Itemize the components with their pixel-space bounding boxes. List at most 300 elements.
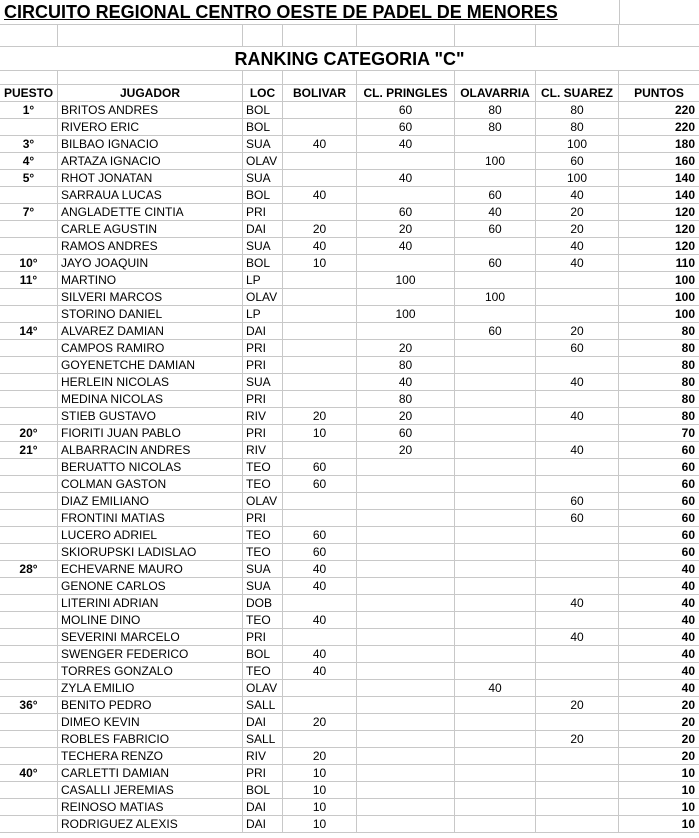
cl-pringles-cell[interactable] — [357, 527, 455, 543]
loc-cell[interactable]: BOL — [243, 255, 283, 271]
puesto-cell[interactable] — [0, 595, 58, 611]
puntos-cell[interactable]: 40 — [681, 579, 695, 593]
jugador-cell[interactable]: FIORITI JUAN PABLO — [58, 425, 243, 441]
jugador-cell[interactable]: MARTINO — [58, 272, 243, 288]
jugador-cell[interactable]: ROBLES FABRICIO — [58, 731, 243, 747]
olavarria-cell[interactable] — [455, 578, 536, 594]
cl-pringles-cell[interactable] — [357, 782, 455, 798]
loc-cell[interactable]: PRI — [243, 425, 283, 441]
olavarria-cell[interactable] — [455, 595, 536, 611]
olavarria-cell[interactable] — [455, 816, 536, 832]
bolivar-cell[interactable]: 60 — [283, 527, 357, 543]
puntos-cell[interactable]: 180 — [674, 137, 695, 151]
puesto-cell[interactable]: 10° — [0, 255, 58, 271]
olavarria-cell[interactable] — [455, 340, 536, 356]
cl-suarez-cell[interactable]: 100 — [536, 170, 619, 186]
loc-cell[interactable]: PRI — [243, 629, 283, 645]
cl-pringles-cell[interactable] — [357, 153, 455, 169]
jugador-cell[interactable]: GOYENETCHE DAMIAN — [58, 357, 243, 373]
cl-pringles-cell[interactable] — [357, 544, 455, 560]
puntos-cell[interactable]: 140 — [674, 171, 695, 185]
jugador-cell[interactable]: CAMPOS RAMIRO — [58, 340, 243, 356]
jugador-cell[interactable]: MOLINE DINO — [58, 612, 243, 628]
puntos-cell[interactable]: 70 — [681, 426, 695, 440]
olavarria-cell[interactable] — [455, 544, 536, 560]
puntos-cell[interactable]: 120 — [674, 205, 695, 219]
header-cl-pringles[interactable]: CL. PRINGLES — [357, 85, 455, 101]
cl-suarez-cell[interactable]: 20 — [536, 221, 619, 237]
bolivar-cell[interactable] — [283, 204, 357, 220]
bolivar-cell[interactable]: 10 — [283, 255, 357, 271]
olavarria-cell[interactable] — [455, 765, 536, 781]
olavarria-cell[interactable] — [455, 629, 536, 645]
cl-pringles-cell[interactable]: 20 — [357, 408, 455, 424]
puesto-cell[interactable] — [0, 238, 58, 254]
bolivar-cell[interactable] — [283, 102, 357, 118]
loc-cell[interactable]: BOL — [243, 119, 283, 135]
olavarria-cell[interactable] — [455, 697, 536, 713]
jugador-cell[interactable]: TORRES GONZALO — [58, 663, 243, 679]
puesto-cell[interactable] — [0, 510, 58, 526]
bolivar-cell[interactable]: 20 — [283, 408, 357, 424]
bolivar-cell[interactable]: 40 — [283, 238, 357, 254]
puesto-cell[interactable] — [0, 748, 58, 764]
puesto-cell[interactable]: 21° — [0, 442, 58, 458]
jugador-cell[interactable]: ALVAREZ DAMIAN — [58, 323, 243, 339]
loc-cell[interactable]: PRI — [243, 391, 283, 407]
jugador-cell[interactable]: BENITO PEDRO — [58, 697, 243, 713]
jugador-cell[interactable]: FRONTINI MATIAS — [58, 510, 243, 526]
puntos-cell[interactable]: 40 — [681, 647, 695, 661]
loc-cell[interactable]: SALL — [243, 697, 283, 713]
olavarria-cell[interactable] — [455, 510, 536, 526]
olavarria-cell[interactable]: 60 — [455, 255, 536, 271]
puntos-cell[interactable]: 100 — [674, 307, 695, 321]
olavarria-cell[interactable]: 100 — [455, 289, 536, 305]
cl-suarez-cell[interactable] — [536, 391, 619, 407]
cl-pringles-cell[interactable] — [357, 476, 455, 492]
cl-suarez-cell[interactable]: 40 — [536, 629, 619, 645]
puesto-cell[interactable]: 1° — [0, 102, 58, 118]
puntos-cell[interactable]: 60 — [681, 460, 695, 474]
loc-cell[interactable]: PRI — [243, 357, 283, 373]
cl-suarez-cell[interactable] — [536, 476, 619, 492]
jugador-cell[interactable]: ALBARRACIN ANDRES — [58, 442, 243, 458]
cl-pringles-cell[interactable] — [357, 748, 455, 764]
puntos-cell[interactable]: 40 — [681, 562, 695, 576]
cl-pringles-cell[interactable]: 80 — [357, 357, 455, 373]
jugador-cell[interactable]: BRITOS ANDRES — [58, 102, 243, 118]
puntos-cell[interactable]: 120 — [674, 239, 695, 253]
puesto-cell[interactable] — [0, 391, 58, 407]
bolivar-cell[interactable]: 60 — [283, 459, 357, 475]
olavarria-cell[interactable] — [455, 408, 536, 424]
jugador-cell[interactable]: BERUATTO NICOLAS — [58, 459, 243, 475]
puntos-cell[interactable]: 80 — [681, 409, 695, 423]
bolivar-cell[interactable]: 20 — [283, 221, 357, 237]
olavarria-cell[interactable] — [455, 782, 536, 798]
puesto-cell[interactable]: 20° — [0, 425, 58, 441]
cl-pringles-cell[interactable] — [357, 187, 455, 203]
jugador-cell[interactable]: RAMOS ANDRES — [58, 238, 243, 254]
bolivar-cell[interactable]: 20 — [283, 748, 357, 764]
loc-cell[interactable]: OLAV — [243, 289, 283, 305]
cl-suarez-cell[interactable] — [536, 272, 619, 288]
cl-pringles-cell[interactable] — [357, 816, 455, 832]
loc-cell[interactable]: BOL — [243, 187, 283, 203]
cl-suarez-cell[interactable]: 60 — [536, 340, 619, 356]
bolivar-cell[interactable] — [283, 680, 357, 696]
cl-suarez-cell[interactable]: 20 — [536, 731, 619, 747]
cl-suarez-cell[interactable] — [536, 799, 619, 815]
cl-pringles-cell[interactable] — [357, 289, 455, 305]
olavarria-cell[interactable]: 100 — [455, 153, 536, 169]
puesto-cell[interactable] — [0, 357, 58, 373]
olavarria-cell[interactable] — [455, 714, 536, 730]
bolivar-cell[interactable] — [283, 357, 357, 373]
cl-pringles-cell[interactable]: 40 — [357, 238, 455, 254]
puesto-cell[interactable] — [0, 663, 58, 679]
jugador-cell[interactable]: SARRAUA LUCAS — [58, 187, 243, 203]
cl-suarez-cell[interactable] — [536, 646, 619, 662]
loc-cell[interactable]: TEO — [243, 459, 283, 475]
cl-pringles-cell[interactable]: 60 — [357, 204, 455, 220]
puntos-cell[interactable]: 100 — [674, 273, 695, 287]
olavarria-cell[interactable] — [455, 493, 536, 509]
puntos-cell[interactable]: 110 — [675, 256, 695, 270]
bolivar-cell[interactable] — [283, 391, 357, 407]
puntos-cell[interactable]: 80 — [681, 324, 695, 338]
puntos-cell[interactable]: 100 — [674, 290, 695, 304]
cl-pringles-cell[interactable]: 20 — [357, 221, 455, 237]
cl-suarez-cell[interactable] — [536, 544, 619, 560]
puesto-cell[interactable] — [0, 459, 58, 475]
olavarria-cell[interactable] — [455, 238, 536, 254]
puesto-cell[interactable] — [0, 629, 58, 645]
cl-suarez-cell[interactable] — [536, 663, 619, 679]
puesto-cell[interactable] — [0, 646, 58, 662]
cl-suarez-cell[interactable] — [536, 782, 619, 798]
cl-suarez-cell[interactable]: 40 — [536, 595, 619, 611]
puesto-cell[interactable] — [0, 289, 58, 305]
puesto-cell[interactable]: 3° — [0, 136, 58, 152]
bolivar-cell[interactable]: 40 — [283, 136, 357, 152]
loc-cell[interactable]: OLAV — [243, 493, 283, 509]
olavarria-cell[interactable] — [455, 459, 536, 475]
loc-cell[interactable]: DAI — [243, 221, 283, 237]
bolivar-cell[interactable]: 10 — [283, 765, 357, 781]
loc-cell[interactable]: TEO — [243, 527, 283, 543]
jugador-cell[interactable]: ZYLA EMILIO — [58, 680, 243, 696]
puesto-cell[interactable] — [0, 408, 58, 424]
puesto-cell[interactable] — [0, 306, 58, 322]
loc-cell[interactable]: BOL — [243, 782, 283, 798]
olavarria-cell[interactable] — [455, 731, 536, 747]
jugador-cell[interactable]: STORINO DANIEL — [58, 306, 243, 322]
puntos-cell[interactable]: 220 — [674, 120, 695, 134]
olavarria-cell[interactable]: 60 — [455, 187, 536, 203]
puesto-cell[interactable]: 40° — [0, 765, 58, 781]
puntos-cell[interactable]: 10 — [681, 766, 695, 780]
bolivar-cell[interactable]: 40 — [283, 646, 357, 662]
olavarria-cell[interactable] — [455, 391, 536, 407]
loc-cell[interactable]: BOL — [243, 102, 283, 118]
jugador-cell[interactable]: DIAZ EMILIANO — [58, 493, 243, 509]
cl-suarez-cell[interactable] — [536, 459, 619, 475]
olavarria-cell[interactable] — [455, 357, 536, 373]
jugador-cell[interactable]: TECHERA RENZO — [58, 748, 243, 764]
cl-suarez-cell[interactable] — [536, 612, 619, 628]
bolivar-cell[interactable] — [283, 170, 357, 186]
puntos-cell[interactable]: 20 — [681, 698, 695, 712]
bolivar-cell[interactable] — [283, 731, 357, 747]
jugador-cell[interactable]: RODRIGUEZ ALEXIS — [58, 816, 243, 832]
cl-pringles-cell[interactable] — [357, 493, 455, 509]
puntos-cell[interactable]: 80 — [681, 341, 695, 355]
loc-cell[interactable]: TEO — [243, 544, 283, 560]
cl-suarez-cell[interactable] — [536, 289, 619, 305]
cl-suarez-cell[interactable]: 80 — [536, 102, 619, 118]
cl-suarez-cell[interactable] — [536, 748, 619, 764]
jugador-cell[interactable]: CARLE AGUSTIN — [58, 221, 243, 237]
cl-pringles-cell[interactable] — [357, 510, 455, 526]
jugador-cell[interactable]: CARLETTI DAMIAN — [58, 765, 243, 781]
puesto-cell[interactable] — [0, 816, 58, 832]
jugador-cell[interactable]: JAYO JOAQUIN — [58, 255, 243, 271]
bolivar-cell[interactable]: 10 — [283, 782, 357, 798]
puntos-cell[interactable]: 80 — [681, 392, 695, 406]
jugador-cell[interactable]: SWENGER FEDERICO — [58, 646, 243, 662]
olavarria-cell[interactable] — [455, 374, 536, 390]
jugador-cell[interactable]: HERLEIN NICOLAS — [58, 374, 243, 390]
cl-suarez-cell[interactable]: 60 — [536, 510, 619, 526]
header-jugador[interactable]: JUGADOR — [58, 85, 243, 101]
jugador-cell[interactable]: MEDINA NICOLAS — [58, 391, 243, 407]
loc-cell[interactable]: TEO — [243, 612, 283, 628]
cl-suarez-cell[interactable]: 60 — [536, 153, 619, 169]
loc-cell[interactable]: SUA — [243, 136, 283, 152]
jugador-cell[interactable]: RIVERO ERIC — [58, 119, 243, 135]
bolivar-cell[interactable] — [283, 629, 357, 645]
bolivar-cell[interactable] — [283, 119, 357, 135]
puesto-cell[interactable]: 36° — [0, 697, 58, 713]
cl-pringles-cell[interactable]: 100 — [357, 272, 455, 288]
puntos-cell[interactable]: 120 — [674, 222, 695, 236]
loc-cell[interactable]: PRI — [243, 765, 283, 781]
bolivar-cell[interactable] — [283, 323, 357, 339]
cl-pringles-cell[interactable]: 20 — [357, 442, 455, 458]
puesto-cell[interactable] — [0, 187, 58, 203]
puntos-cell[interactable]: 140 — [674, 188, 695, 202]
puntos-cell[interactable]: 20 — [681, 749, 695, 763]
header-loc[interactable]: LOC — [243, 85, 283, 101]
loc-cell[interactable]: SUA — [243, 374, 283, 390]
cl-suarez-cell[interactable] — [536, 765, 619, 781]
olavarria-cell[interactable] — [455, 646, 536, 662]
cl-suarez-cell[interactable] — [536, 714, 619, 730]
puntos-cell[interactable]: 20 — [681, 732, 695, 746]
cl-suarez-cell[interactable]: 20 — [536, 323, 619, 339]
cl-suarez-cell[interactable]: 100 — [536, 136, 619, 152]
puntos-cell[interactable]: 40 — [681, 681, 695, 695]
bolivar-cell[interactable]: 40 — [283, 578, 357, 594]
olavarria-cell[interactable] — [455, 136, 536, 152]
puesto-cell[interactable] — [0, 119, 58, 135]
cl-pringles-cell[interactable] — [357, 765, 455, 781]
jugador-cell[interactable]: ECHEVARNE MAURO — [58, 561, 243, 577]
bolivar-cell[interactable] — [283, 595, 357, 611]
cl-pringles-cell[interactable]: 40 — [357, 136, 455, 152]
bolivar-cell[interactable] — [283, 697, 357, 713]
jugador-cell[interactable]: COLMAN GASTON — [58, 476, 243, 492]
puntos-cell[interactable]: 220 — [674, 103, 695, 117]
puesto-cell[interactable] — [0, 476, 58, 492]
jugador-cell[interactable]: SEVERINI MARCELO — [58, 629, 243, 645]
cl-pringles-cell[interactable]: 80 — [357, 391, 455, 407]
bolivar-cell[interactable]: 60 — [283, 544, 357, 560]
cl-suarez-cell[interactable] — [536, 306, 619, 322]
puesto-cell[interactable] — [0, 544, 58, 560]
puntos-cell[interactable]: 40 — [681, 596, 695, 610]
cl-suarez-cell[interactable] — [536, 357, 619, 373]
puesto-cell[interactable] — [0, 527, 58, 543]
puntos-cell[interactable]: 160 — [674, 154, 695, 168]
puesto-cell[interactable]: 14° — [0, 323, 58, 339]
puesto-cell[interactable]: 28° — [0, 561, 58, 577]
puesto-cell[interactable] — [0, 714, 58, 730]
cl-pringles-cell[interactable] — [357, 578, 455, 594]
bolivar-cell[interactable]: 10 — [283, 425, 357, 441]
olavarria-cell[interactable]: 80 — [455, 102, 536, 118]
jugador-cell[interactable]: ARTAZA IGNACIO — [58, 153, 243, 169]
loc-cell[interactable]: TEO — [243, 476, 283, 492]
bolivar-cell[interactable]: 10 — [283, 816, 357, 832]
loc-cell[interactable]: RIV — [243, 408, 283, 424]
olavarria-cell[interactable] — [455, 442, 536, 458]
loc-cell[interactable]: OLAV — [243, 153, 283, 169]
cl-suarez-cell[interactable]: 40 — [536, 187, 619, 203]
olavarria-cell[interactable] — [455, 612, 536, 628]
olavarria-cell[interactable] — [455, 306, 536, 322]
olavarria-cell[interactable]: 40 — [455, 204, 536, 220]
olavarria-cell[interactable] — [455, 561, 536, 577]
cl-pringles-cell[interactable]: 40 — [357, 374, 455, 390]
puntos-cell[interactable]: 60 — [681, 443, 695, 457]
olavarria-cell[interactable]: 60 — [455, 323, 536, 339]
puesto-cell[interactable]: 5° — [0, 170, 58, 186]
loc-cell[interactable]: RIV — [243, 748, 283, 764]
loc-cell[interactable]: LP — [243, 272, 283, 288]
bolivar-cell[interactable] — [283, 340, 357, 356]
olavarria-cell[interactable]: 80 — [455, 119, 536, 135]
cl-suarez-cell[interactable]: 40 — [536, 238, 619, 254]
bolivar-cell[interactable] — [283, 493, 357, 509]
cl-pringles-cell[interactable]: 60 — [357, 119, 455, 135]
cl-pringles-cell[interactable]: 100 — [357, 306, 455, 322]
puesto-cell[interactable]: 11° — [0, 272, 58, 288]
cl-suarez-cell[interactable] — [536, 561, 619, 577]
puntos-cell[interactable]: 80 — [681, 375, 695, 389]
puesto-cell[interactable] — [0, 782, 58, 798]
cl-suarez-cell[interactable] — [536, 680, 619, 696]
bolivar-cell[interactable] — [283, 153, 357, 169]
header-cl-suarez[interactable]: CL. SUAREZ — [536, 85, 619, 101]
puesto-cell[interactable] — [0, 221, 58, 237]
cl-pringles-cell[interactable] — [357, 459, 455, 475]
cl-suarez-cell[interactable]: 20 — [536, 204, 619, 220]
cl-pringles-cell[interactable] — [357, 612, 455, 628]
puntos-cell[interactable]: 60 — [681, 477, 695, 491]
olavarria-cell[interactable] — [455, 476, 536, 492]
cl-pringles-cell[interactable] — [357, 629, 455, 645]
puntos-cell[interactable]: 40 — [681, 613, 695, 627]
jugador-cell[interactable]: REINOSO MATIAS — [58, 799, 243, 815]
loc-cell[interactable]: PRI — [243, 510, 283, 526]
header-olavarria[interactable]: OLAVARRIA — [455, 85, 536, 101]
puntos-cell[interactable]: 20 — [681, 715, 695, 729]
cl-suarez-cell[interactable]: 40 — [536, 374, 619, 390]
jugador-cell[interactable]: RHOT JONATAN — [58, 170, 243, 186]
loc-cell[interactable]: SUA — [243, 578, 283, 594]
olavarria-cell[interactable] — [455, 272, 536, 288]
loc-cell[interactable]: RIV — [243, 442, 283, 458]
bolivar-cell[interactable]: 40 — [283, 612, 357, 628]
bolivar-cell[interactable]: 40 — [283, 561, 357, 577]
puesto-cell[interactable]: 4° — [0, 153, 58, 169]
loc-cell[interactable]: SUA — [243, 561, 283, 577]
puesto-cell[interactable] — [0, 340, 58, 356]
cl-pringles-cell[interactable] — [357, 323, 455, 339]
puesto-cell[interactable] — [0, 731, 58, 747]
cl-pringles-cell[interactable] — [357, 714, 455, 730]
puesto-cell[interactable] — [0, 680, 58, 696]
loc-cell[interactable]: OLAV — [243, 680, 283, 696]
jugador-cell[interactable]: ANGLADETTE CINTIA — [58, 204, 243, 220]
cl-pringles-cell[interactable] — [357, 731, 455, 747]
jugador-cell[interactable]: SKIORUPSKI LADISLAO — [58, 544, 243, 560]
loc-cell[interactable]: TEO — [243, 663, 283, 679]
olavarria-cell[interactable] — [455, 425, 536, 441]
bolivar-cell[interactable]: 40 — [283, 187, 357, 203]
loc-cell[interactable]: DAI — [243, 799, 283, 815]
puesto-cell[interactable] — [0, 612, 58, 628]
olavarria-cell[interactable] — [455, 663, 536, 679]
loc-cell[interactable]: PRI — [243, 204, 283, 220]
bolivar-cell[interactable]: 10 — [283, 799, 357, 815]
cl-pringles-cell[interactable]: 40 — [357, 170, 455, 186]
puesto-cell[interactable] — [0, 799, 58, 815]
jugador-cell[interactable]: SILVERI MARCOS — [58, 289, 243, 305]
bolivar-cell[interactable] — [283, 374, 357, 390]
puntos-cell[interactable]: 80 — [681, 358, 695, 372]
bolivar-cell[interactable] — [283, 442, 357, 458]
olavarria-cell[interactable]: 40 — [455, 680, 536, 696]
puntos-cell[interactable]: 40 — [681, 630, 695, 644]
loc-cell[interactable]: DAI — [243, 323, 283, 339]
cl-pringles-cell[interactable]: 20 — [357, 340, 455, 356]
cl-suarez-cell[interactable] — [536, 425, 619, 441]
cl-suarez-cell[interactable]: 60 — [536, 493, 619, 509]
puntos-cell[interactable]: 10 — [681, 800, 695, 814]
cl-suarez-cell[interactable] — [536, 816, 619, 832]
puntos-cell[interactable]: 10 — [681, 817, 695, 831]
puntos-cell[interactable]: 60 — [681, 494, 695, 508]
olavarria-cell[interactable] — [455, 748, 536, 764]
jugador-cell[interactable]: BILBAO IGNACIO — [58, 136, 243, 152]
cl-pringles-cell[interactable]: 60 — [357, 425, 455, 441]
cl-pringles-cell[interactable] — [357, 663, 455, 679]
jugador-cell[interactable]: GENONE CARLOS — [58, 578, 243, 594]
